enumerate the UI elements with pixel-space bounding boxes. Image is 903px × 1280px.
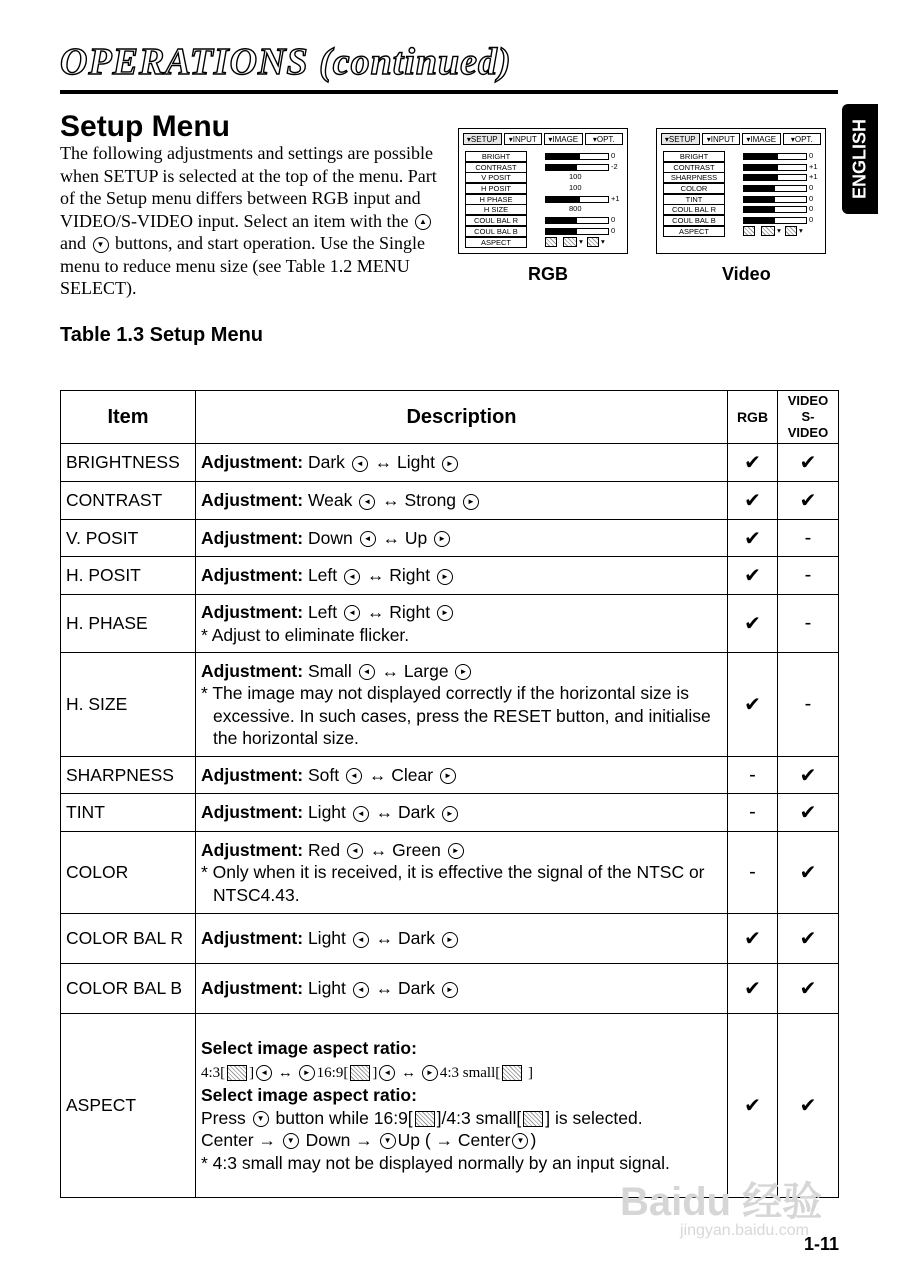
- right-button-icon: ►: [463, 494, 479, 510]
- video-mark: ✔: [778, 482, 839, 520]
- adjustment-label: Adjustment:: [201, 602, 304, 622]
- aspect-16-9-icon: [415, 1111, 435, 1127]
- menu-row: [663, 215, 821, 226]
- right-button-icon: ►: [434, 531, 450, 547]
- bracket-close: ]: [249, 1064, 255, 1081]
- adjust-low: Left: [307, 602, 338, 622]
- menu-tabs: [463, 133, 623, 145]
- menu-row-bar: [545, 164, 609, 171]
- rgb-caption: RGB: [528, 264, 568, 284]
- item-cell: COLOR BAL R: [61, 914, 196, 964]
- table-row: [61, 520, 839, 557]
- menu-row-value: 0: [809, 204, 814, 214]
- rgb-mark: ✔: [728, 444, 778, 482]
- adjustment-label: Adjustment:: [201, 490, 304, 511]
- item-cell: TINT: [61, 794, 196, 832]
- center-text-4: ): [530, 1130, 537, 1150]
- menu-row-label: SHARPNESS: [663, 172, 725, 183]
- right-button-icon: ►: [442, 456, 458, 472]
- menu-row-value: 100: [569, 172, 582, 182]
- menu-row-label: COUL BAL R: [663, 204, 725, 215]
- intro-text-2: and: [60, 233, 91, 253]
- menu-row-value: 100: [569, 183, 582, 193]
- description-cell: Adjustment: Down ◄ ↔ Up ►: [196, 520, 728, 557]
- menu-row: [465, 162, 623, 173]
- baidu-watermark: Baidu 经验: [620, 1180, 823, 1224]
- table-row: [61, 653, 839, 757]
- item-cell: H. PHASE: [61, 595, 196, 653]
- description-cell: Adjustment: Soft ◄ ↔ Clear ►: [196, 757, 728, 794]
- right-button-icon: ►: [440, 768, 456, 784]
- menu-tab: ▾INPUT: [504, 133, 543, 145]
- adjust-low: Left: [307, 565, 338, 586]
- ratio-4-3: 4:3[: [201, 1064, 226, 1081]
- aspect-4-3-icon: [227, 1065, 247, 1081]
- menu-tab: ▾SETUP: [463, 133, 502, 145]
- menu-tabs: [661, 133, 821, 145]
- menu-row-bar: [545, 153, 609, 160]
- right-button-icon: ►: [442, 806, 458, 822]
- menu-row: [465, 226, 623, 237]
- adjustment-label: Adjustment:: [201, 802, 304, 823]
- video-mark: ✔: [778, 757, 839, 794]
- menu-row-label: COUL BAL B: [465, 226, 527, 237]
- video-mark: -: [778, 557, 839, 595]
- adjust-low: Light: [307, 802, 346, 823]
- table-row: [61, 964, 839, 1014]
- left-button-icon: ◄: [379, 1065, 395, 1081]
- description-cell: Adjustment: Red ◄ ↔ Green ► * Only when it is received, it is effective the signal of the NTSC or NTSC4.43.: [196, 832, 728, 914]
- menu-row: [465, 151, 623, 162]
- menu-tab: ▾IMAGE: [544, 133, 583, 145]
- col-video-line1: VIDEO: [787, 393, 829, 408]
- rgb-mark: -: [728, 832, 778, 914]
- rgb-mark: ✔: [728, 482, 778, 520]
- adjustment-label: Adjustment:: [201, 928, 304, 949]
- item-cell: COLOR BAL B: [61, 964, 196, 1014]
- section-title: OPERATIONS (continued): [60, 41, 512, 83]
- menu-row-bar: [743, 206, 807, 213]
- right-button-icon: ►: [442, 982, 458, 998]
- baidu-watermark-url: jingyan.baidu.com: [680, 1222, 809, 1239]
- table-row: [61, 914, 839, 964]
- menu-row-label: H SIZE: [465, 204, 527, 215]
- description-cell: Select image aspect ratio: 4:3[ ] ◄ ↔ ► 16:9[ ] ◄ ↔ ► 4:3 small[ ] Select image aspect ratio: Press ▼ button while 16:9[ ]/4:3 small[ ] is selected. Center → ▼ Down → ▼ Up ( → Center ▼ ) * 4:3 small may not be displayed normally by an input signal.: [196, 1014, 728, 1198]
- adjust-high: Up: [404, 527, 428, 548]
- video-mark: ✔: [778, 1014, 839, 1198]
- menu-row: [663, 204, 821, 215]
- aspect-4-3-small-icon: [523, 1111, 543, 1127]
- menu-row-value: 0: [611, 215, 616, 225]
- menu-row-value: +1: [809, 161, 818, 171]
- aspect-16-9-icon: [350, 1065, 370, 1081]
- menu-row-label: BRIGHT: [465, 151, 527, 162]
- down-button-icon: ▼: [253, 1111, 269, 1127]
- menu-row-value: -2: [611, 161, 618, 171]
- video-mark: ✔: [778, 832, 839, 914]
- video-mark: -: [778, 595, 839, 653]
- video-menu-screenshot: [656, 128, 826, 254]
- table-row: [61, 757, 839, 794]
- menu-row-bar: [743, 164, 807, 171]
- menu-row: [663, 151, 821, 162]
- adjustment-label: Adjustment:: [201, 565, 304, 586]
- adjust-high: Dark: [398, 802, 435, 823]
- center-text-3: Up ( → Center: [397, 1130, 511, 1150]
- setup-menu-table: [60, 390, 839, 1198]
- menu-tab: ▾SETUP: [661, 133, 700, 145]
- col-video-line2: S-VIDEO: [787, 409, 829, 440]
- bracket-close: ]: [528, 1064, 534, 1081]
- rgb-mark: ✔: [728, 964, 778, 1014]
- language-tab: [842, 104, 878, 214]
- table-title: Table 1.3 Setup Menu: [60, 324, 263, 346]
- adjust-low: Light: [307, 978, 346, 999]
- menu-row-value: 0: [809, 183, 814, 193]
- adjust-high: Dark: [398, 928, 435, 949]
- menu-row-value: 800: [569, 204, 582, 214]
- down-button-icon: ▼: [283, 1133, 299, 1149]
- table-row: [61, 482, 839, 520]
- item-cell: COLOR: [61, 832, 196, 914]
- menu-row-label: H POSIT: [465, 183, 527, 194]
- adjust-low: Light: [307, 928, 346, 949]
- row-note: * Adjust to eliminate flicker.: [201, 624, 410, 645]
- adjust-high: Large: [403, 660, 449, 681]
- right-button-icon: ►: [448, 843, 464, 859]
- right-button-icon: ►: [437, 569, 453, 585]
- right-button-icon: ►: [422, 1065, 438, 1081]
- menu-row: [465, 237, 623, 248]
- menu-row: [465, 204, 623, 215]
- menu-row: [663, 194, 821, 205]
- video-mark: ✔: [778, 444, 839, 482]
- description-cell: Adjustment: Weak ◄ ↔ Strong ►: [196, 482, 728, 520]
- adjust-high: Light: [397, 452, 435, 473]
- menu-row: [663, 183, 821, 194]
- col-description: Description: [196, 391, 728, 444]
- intro-text-3: buttons, and start operation. Use the Single menu to reduce menu size (see Table 1.2 MENU SELECT).: [60, 233, 425, 298]
- description-cell: Adjustment: Left ◄ ↔ Right ► * Adjust to eliminate flicker.: [196, 595, 728, 653]
- right-button-icon: ►: [299, 1065, 315, 1081]
- video-mark: ✔: [778, 794, 839, 832]
- description-cell: Adjustment: Light ◄ ↔ Dark ►: [196, 964, 728, 1014]
- adjustment-label: Adjustment:: [201, 978, 304, 999]
- adjust-low: Soft: [307, 764, 340, 785]
- right-button-icon: ►: [442, 932, 458, 948]
- col-video: [778, 391, 839, 444]
- menu-row-label: CONTRAST: [663, 162, 725, 173]
- menu-row-bar: [743, 185, 807, 192]
- adjustment-label: Adjustment:: [201, 764, 304, 785]
- left-button-icon: ◄: [344, 605, 360, 621]
- menu-row-bar: [545, 196, 609, 203]
- menu-row-bar: [743, 153, 807, 160]
- menu-row-label: TINT: [663, 194, 725, 205]
- intro-paragraph: [60, 142, 450, 300]
- left-button-icon: ◄: [347, 843, 363, 859]
- menu-row-bar: [545, 228, 609, 235]
- aspect-heading-1: Select image aspect ratio:: [201, 1038, 417, 1058]
- menu-row-label: ASPECT: [465, 237, 527, 248]
- description-cell: Adjustment: Left ◄ ↔ Right ►: [196, 557, 728, 595]
- down-button-icon: ▼: [93, 237, 109, 253]
- item-cell: BRIGHTNESS: [61, 444, 196, 482]
- item-cell: V. POSIT: [61, 520, 196, 557]
- left-button-icon: ◄: [359, 494, 375, 510]
- col-rgb: RGB: [728, 391, 778, 444]
- table-row: [61, 832, 839, 914]
- menu-row-value: 0: [611, 225, 616, 235]
- adjust-low: Small: [307, 660, 352, 681]
- video-mark: ✔: [778, 914, 839, 964]
- menu-row: [465, 215, 623, 226]
- rgb-mark: ✔: [728, 557, 778, 595]
- menu-row: [663, 172, 821, 183]
- row-note: * The image may not displayed correctly if the horizontal size is excessive. In such cases, press the RESET button, and initialise the horizontal size.: [201, 683, 711, 748]
- table-row: [61, 557, 839, 595]
- menu-row-bar: [743, 196, 807, 203]
- adjustment-label: Adjustment:: [201, 660, 304, 681]
- item-cell: H. POSIT: [61, 557, 196, 595]
- menu-row-bar: [545, 217, 609, 224]
- intro-text-1: The following adjustments and settings are possible when SETUP is selected at the top of the menu. Part of the Setup menu differs between RGB input and VIDEO/S-VIDEO input. Select an item with the: [60, 143, 437, 231]
- video-mark: -: [778, 520, 839, 557]
- menu-row: [663, 162, 821, 173]
- title-rule: [60, 90, 838, 94]
- menu-tab: ▾OPT.: [783, 133, 822, 145]
- left-button-icon: ◄: [346, 768, 362, 784]
- press-text-2: button while 16:9[: [275, 1107, 413, 1128]
- description-cell: Adjustment: Dark ◄ ↔ Light ►: [196, 444, 728, 482]
- menu-row-bar: [743, 174, 807, 181]
- item-cell: ASPECT: [61, 1014, 196, 1198]
- rgb-mark: -: [728, 794, 778, 832]
- aspect-icons: ▾ ▾: [741, 226, 803, 236]
- menu-row-label: ASPECT: [663, 226, 725, 237]
- page-number: 1-11: [803, 1234, 839, 1254]
- table-row: [61, 444, 839, 482]
- description-cell: Adjustment: Light ◄ ↔ Dark ►: [196, 914, 728, 964]
- adjustment-label: Adjustment:: [201, 452, 304, 473]
- item-cell: H. SIZE: [61, 653, 196, 757]
- down-button-icon: ▼: [380, 1133, 396, 1149]
- item-cell: SHARPNESS: [61, 757, 196, 794]
- ratio-4-3-small: 4:3 small[: [439, 1064, 501, 1081]
- rgb-mark: ✔: [728, 914, 778, 964]
- adjust-low: Red: [307, 839, 341, 860]
- aspect-icons: ▾ ▾: [543, 237, 605, 247]
- adjust-high: Right: [389, 602, 431, 622]
- menu-row-label: BRIGHT: [663, 151, 725, 162]
- left-button-icon: ◄: [353, 806, 369, 822]
- left-button-icon: ◄: [353, 982, 369, 998]
- table-row: [61, 595, 839, 653]
- menu-row-value: 0: [809, 215, 814, 225]
- menu-row-label: COUL BAL B: [663, 215, 725, 226]
- right-button-icon: ►: [455, 664, 471, 680]
- adjust-high: Strong: [404, 490, 457, 511]
- menu-row: [465, 172, 623, 183]
- aspect-4-3-small-icon: [502, 1065, 522, 1081]
- center-text-1: Center →: [201, 1130, 276, 1150]
- press-text-3: ]/4:3 small[: [436, 1107, 522, 1128]
- video-mark: ✔: [778, 964, 839, 1014]
- language-tab-label: ENGLISH: [849, 118, 870, 200]
- adjust-high: Green: [392, 839, 441, 860]
- menu-row-label: COUL BAL R: [465, 215, 527, 226]
- rgb-menu-screenshot: [458, 128, 628, 254]
- ratio-16-9: 16:9[: [316, 1064, 349, 1081]
- menu-row-value: 0: [809, 193, 814, 203]
- bracket-close: ]: [372, 1064, 378, 1081]
- left-button-icon: ◄: [359, 664, 375, 680]
- aspect-note: * 4:3 small may not be displayed normally by an input signal.: [201, 1152, 670, 1173]
- left-button-icon: ◄: [344, 569, 360, 585]
- table-row: [61, 794, 839, 832]
- left-button-icon: ◄: [256, 1065, 272, 1081]
- adjust-low: Dark: [307, 452, 345, 473]
- down-button-icon: ▼: [512, 1133, 528, 1149]
- menu-tab: ▾IMAGE: [742, 133, 781, 145]
- menu-row: [465, 194, 623, 205]
- left-button-icon: ◄: [360, 531, 376, 547]
- rgb-mark: ✔: [728, 520, 778, 557]
- description-cell: Adjustment: Small ◄ ↔ Large ► * The image may not displayed correctly if the horizontal size is excessive. In such cases, press the RESET button, and initialise the horizontal size.: [196, 653, 728, 757]
- adjust-low: Weak: [307, 490, 353, 511]
- menu-row-label: CONTRAST: [465, 162, 527, 173]
- left-button-icon: ◄: [353, 932, 369, 948]
- menu-row-label: COLOR: [663, 183, 725, 194]
- page-title: Setup Menu: [60, 110, 230, 143]
- aspect-heading-2: Select image aspect ratio:: [201, 1085, 417, 1105]
- rgb-mark: ✔: [728, 1014, 778, 1198]
- video-caption: Video: [722, 264, 771, 284]
- adjust-low: Down: [307, 527, 353, 548]
- row-note: * Only when it is received, it is effective the signal of the NTSC or NTSC4.43.: [201, 862, 705, 905]
- rgb-mark: ✔: [728, 595, 778, 653]
- rgb-mark: -: [728, 757, 778, 794]
- col-item: Item: [61, 391, 196, 444]
- adjust-high: Dark: [398, 978, 435, 999]
- menu-row-value: 0: [809, 151, 814, 160]
- adjust-high: Clear: [391, 764, 434, 785]
- menu-row-value: +1: [611, 193, 620, 203]
- menu-tab: ▾INPUT: [702, 133, 741, 145]
- menu-row-bar: [743, 217, 807, 224]
- press-text-4: ] is selected.: [545, 1107, 643, 1128]
- center-text-2: Down →: [305, 1130, 373, 1150]
- right-button-icon: ►: [437, 605, 453, 621]
- press-text-1: Press: [201, 1107, 246, 1128]
- menu-tab: ▾OPT.: [585, 133, 624, 145]
- video-mark: -: [778, 653, 839, 757]
- up-button-icon: ▲: [415, 214, 431, 230]
- adjustment-label: Adjustment:: [201, 527, 304, 548]
- adjust-high: Right: [389, 565, 431, 586]
- menu-row-label: V POSIT: [465, 172, 527, 183]
- left-button-icon: ◄: [352, 456, 368, 472]
- adjustment-label: Adjustment:: [201, 839, 304, 860]
- menu-row-value: +1: [809, 172, 818, 182]
- description-cell: Adjustment: Light ◄ ↔ Dark ►: [196, 794, 728, 832]
- item-cell: CONTRAST: [61, 482, 196, 520]
- menu-row-value: 0: [611, 151, 616, 160]
- menu-row: [465, 183, 623, 194]
- rgb-mark: ✔: [728, 653, 778, 757]
- menu-row: [663, 226, 821, 237]
- menu-row-label: H PHASE: [465, 194, 527, 205]
